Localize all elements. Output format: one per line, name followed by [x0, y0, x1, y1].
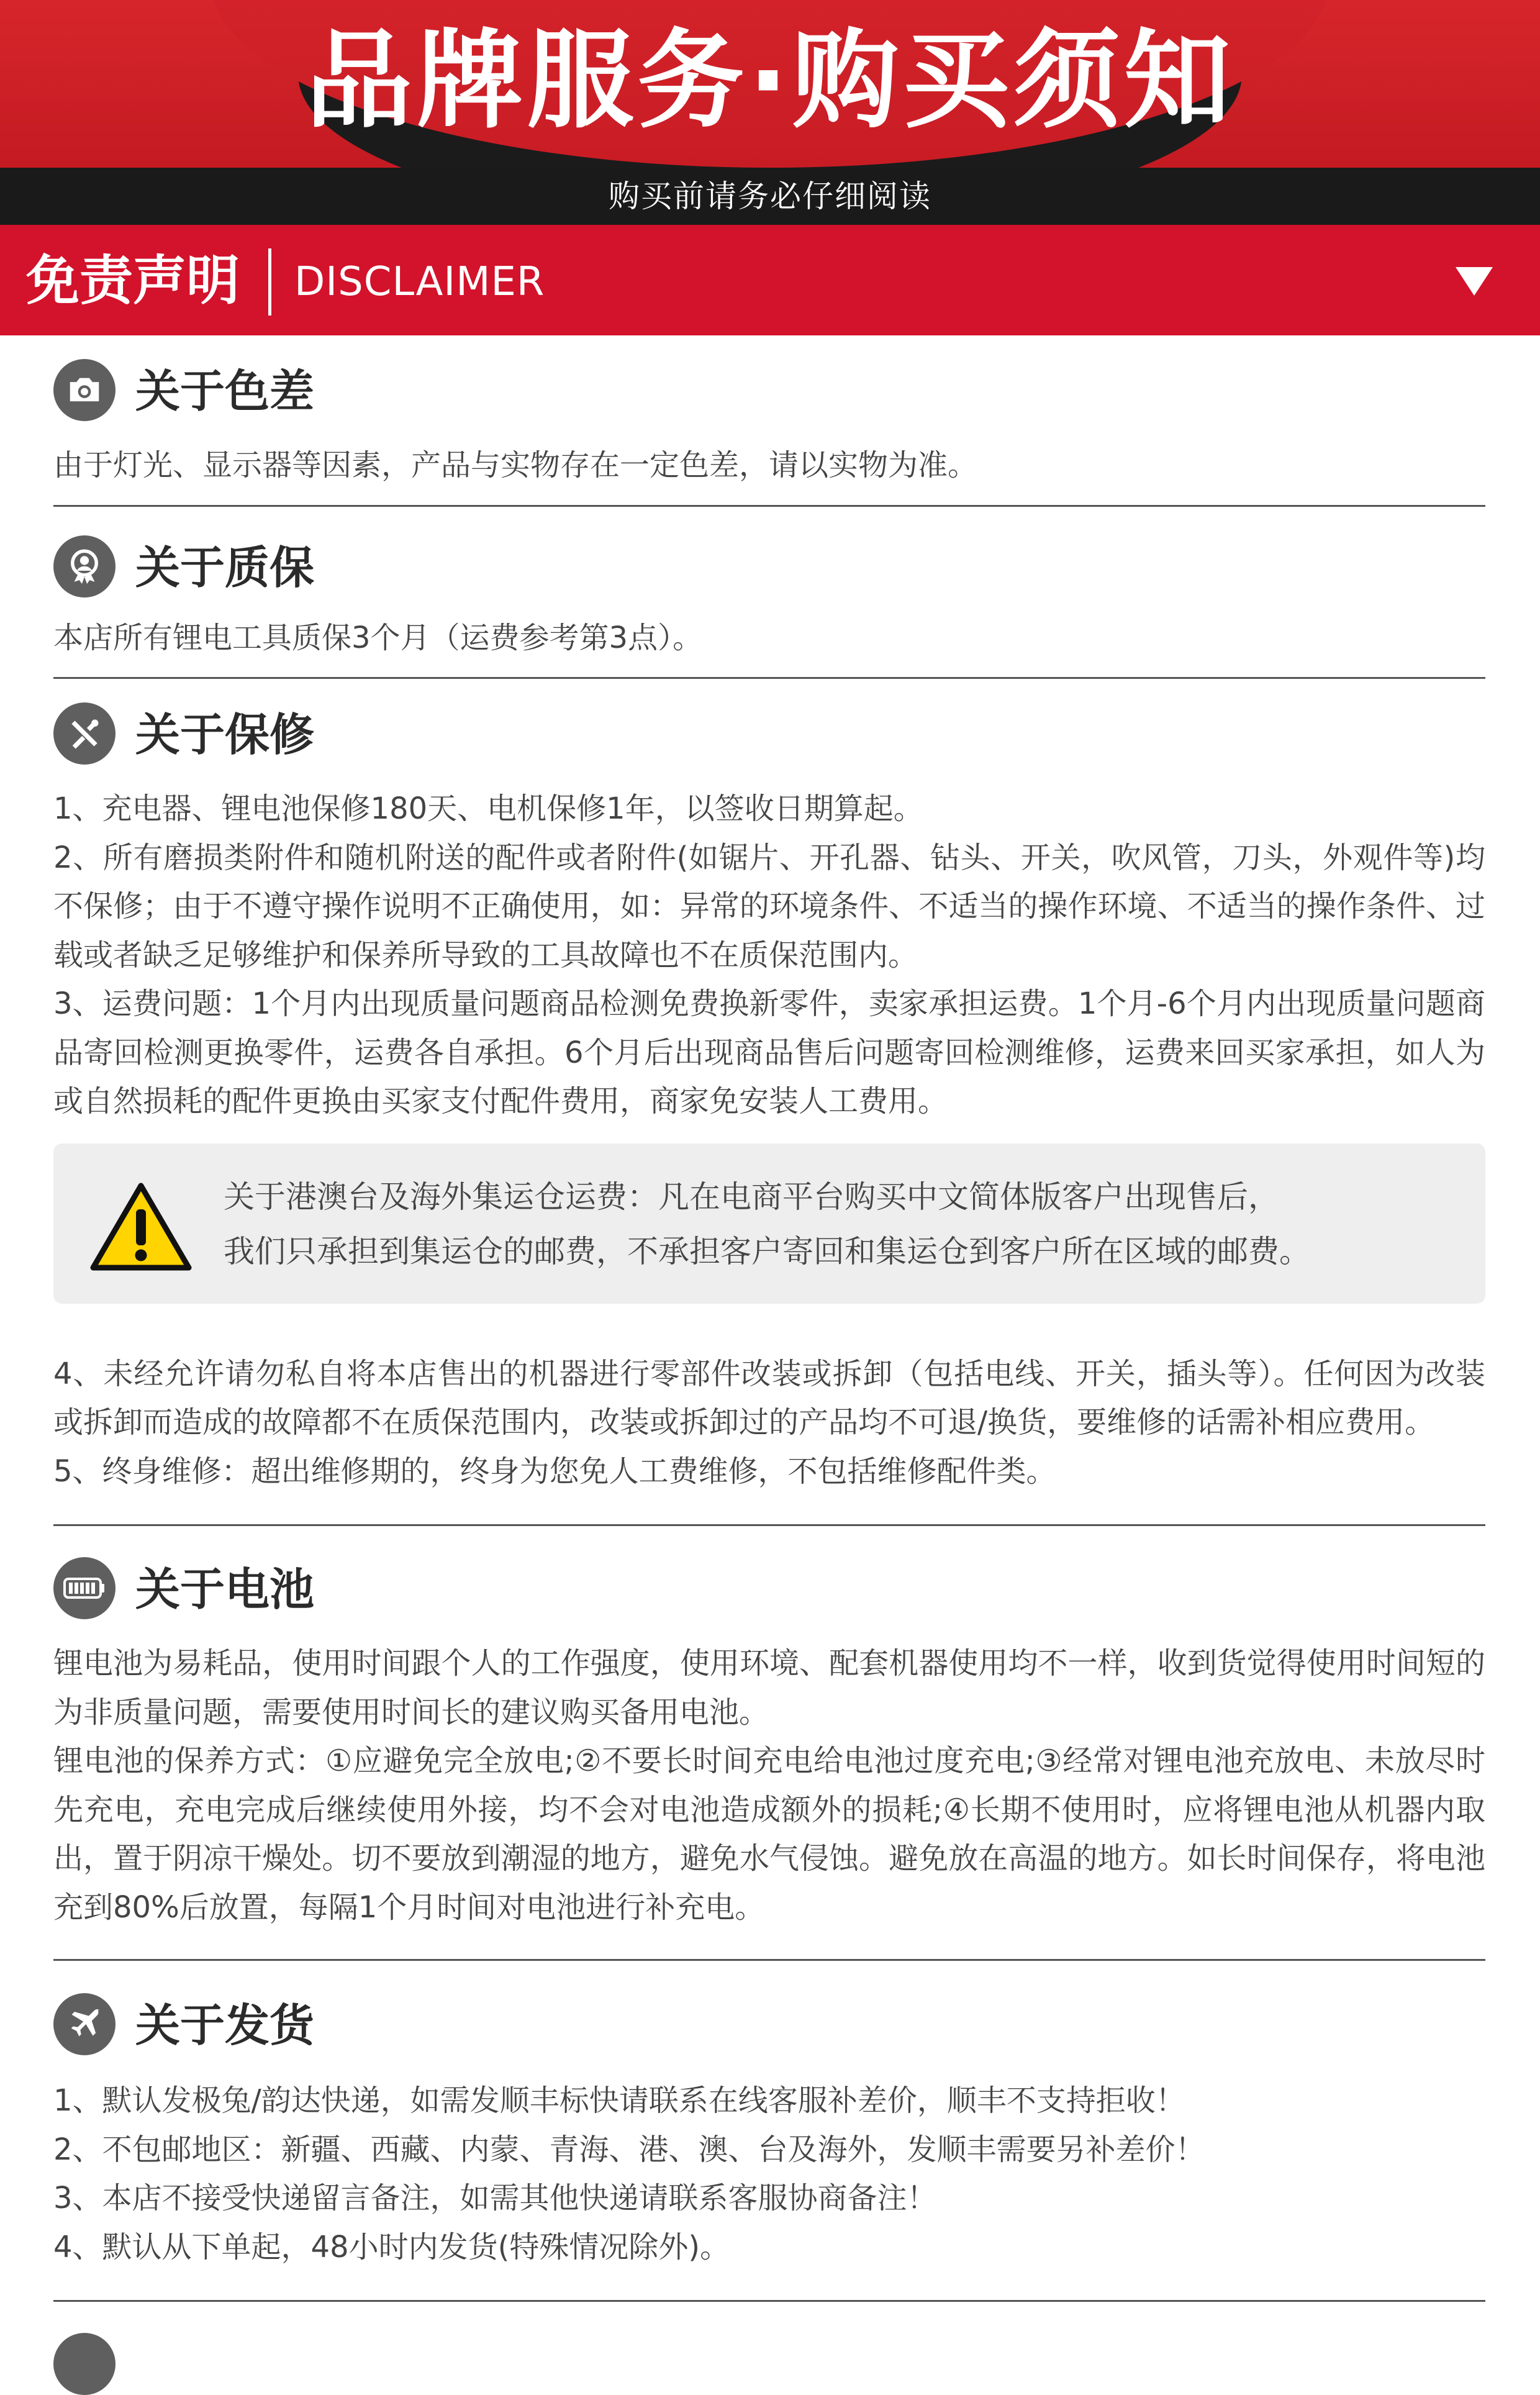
section-shipping	[53, 1961, 1485, 2302]
section-title: 关于发货	[135, 1999, 315, 2052]
triangle-down-icon[interactable]	[1456, 267, 1493, 296]
disclaimer-title-cn: 免责声明	[26, 250, 240, 312]
battery-icon	[53, 1557, 116, 1619]
list-item: 3、运费问题：1个月内出现质量问题商品检测免费换新零件，卖家承担运费。1个月-6个月内出现质量问题商品寄回检测更换零件，运费各自承担。6个月后出现商品售后问题寄回检测维修，运费来回买家承担，如人为或自然损耗的配件更换由买家支付配件费用，商家免安装人工费用。	[53, 986, 1485, 1119]
list-item: 1、充电器、锂电池保修180天、电机保修1年，以签收日期算起。	[53, 791, 923, 826]
list-item: 4、未经允许请勿私自将本店售出的机器进行零部件改装或拆卸（包括电线、开关，插头等）。任何因为改装或拆卸而造成的故障都不在质保范围内，改装或拆卸过的产品均不可退/换货，要维修的话需补相应费用。	[53, 1356, 1485, 1440]
overseas-shipping-notice	[53, 1143, 1485, 1304]
list-item: 3、本店不接受快递留言备注，如需其他快递请联系客服协商备注！	[53, 2181, 937, 2215]
notice-line: 关于港澳台及海外集运仓运费：凡在电商平台购买中文简体版客户出现售后，	[224, 1178, 1279, 1215]
section-text: 锂电池的保养方式：①应避免完全放电;②不要长时间充电给电池过度充电;③经常对锂电池充放电、未放尽时先充电，充电完成后继续使用外接，均不会对电池造成额外的损耗;④长期不使用时，应将锂电池从机器内取出，置于阴凉干燥处。切不要放到潮湿的地方，避免水气侵蚀。避免放在高温的地方。如长时间保存，将电池充到80%后放置，每隔1个月时间对电池进行补充电。	[53, 1743, 1485, 1925]
notice-line: 我们只承担到集运仓的邮费，不承担客户寄回和集运仓到客户所在区域的邮费。	[224, 1233, 1310, 1270]
section-warranty	[53, 507, 1485, 679]
airplane-icon	[53, 1993, 116, 2055]
list-item: 1、默认发极兔/韵达快递，如需发顺丰标快请联系在线客服补差价，顺丰不支持拒收！	[53, 2083, 1185, 2118]
section-title: 关于色差	[135, 365, 315, 417]
camera-icon	[53, 359, 116, 421]
list-item: 2、所有磨损类附件和随机附送的配件或者附件(如锯片、开孔器、钻头、开关，吹风管，刀头，外观件等)均不保修；由于不遵守操作说明不正确使用，如：异常的环境条件、不适当的操作环境、不适当的操作条件、过载或者缺乏足够维护和保养所导致的工具故障也不在质保范围内。	[53, 840, 1485, 973]
user-shield-icon	[53, 535, 116, 598]
section-battery	[53, 1526, 1485, 1961]
list-item: 2、不包邮地区：新疆、西藏、内蒙、青海、港、澳、台及海外，发顺丰需要另补差价！	[53, 2132, 1205, 2167]
section-title: 关于保修	[135, 709, 315, 761]
section-title: 关于电池	[135, 1563, 315, 1616]
section-color	[53, 335, 1485, 507]
page-subtitle: 购买前请务必仔细阅读	[609, 178, 931, 214]
disclaimer-content	[53, 335, 1485, 2389]
section-text: 锂电池为易耗品，使用时间跟个人的工作强度，使用环境、配套机器使用均不一样，收到货觉得使用时间短的为非质量问题，需要使用时间长的建议购买备用电池。	[53, 1646, 1485, 1730]
disclaimer-title-en: DISCLAIMER	[294, 259, 545, 305]
section-next-partial	[53, 2302, 1485, 2389]
section-icon	[53, 2333, 116, 2395]
page-title: 品牌服务·购买须知	[306, 18, 1234, 143]
list-item: 5、终身维修：超出维修期的，终身为您免人工费维修，不包括维修配件类。	[53, 1453, 1056, 1489]
section-title: 关于质保	[135, 541, 315, 594]
disclaimer-header[interactable]	[0, 225, 1540, 335]
section-repair	[53, 679, 1485, 1526]
tools-icon	[53, 702, 116, 765]
list-item: 4、默认从下单起，48小时内发货(特殊情况除外)。	[53, 2229, 730, 2265]
section-text: 本店所有锂电工具质保3个月（运费参考第3点）。	[53, 620, 703, 655]
header-separator	[268, 248, 271, 316]
warning-icon	[88, 1181, 194, 1276]
section-text: 由于灯光、显示器等因素，产品与实物存在一定色差，请以实物为准。	[53, 448, 978, 483]
